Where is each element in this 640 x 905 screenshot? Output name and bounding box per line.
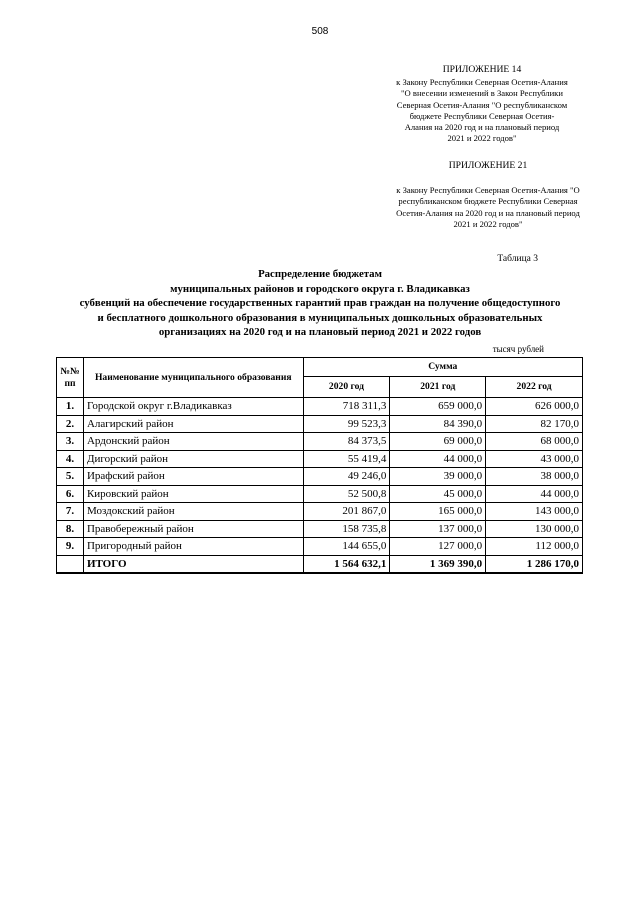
row-value-2022: 68 000,0 — [486, 433, 583, 451]
row-name: Городской округ г.Владикавказ — [83, 398, 303, 416]
header-year-2022: 2022 год — [486, 377, 583, 398]
budget-table — [56, 357, 583, 574]
appendix-14-line: Алания на 2020 год и на плановый период — [404, 122, 560, 133]
row-name: Правобережный район — [83, 520, 303, 538]
table-label: Таблица 3 — [497, 254, 538, 264]
row-value-2022: 143 000,0 — [486, 503, 583, 521]
title-line: муниципальных районов и городского округа г. Владикавказ — [170, 282, 470, 295]
title-line: и бесплатного дошкольного образования в муниципальных дошкольных образовательных — [97, 311, 543, 324]
table-row — [57, 433, 583, 451]
row-value-2021: 45 000,0 — [390, 485, 486, 503]
row-index: 7. — [57, 503, 84, 521]
row-index: 9. — [57, 538, 84, 556]
row-value-2020: 718 311,3 — [303, 398, 390, 416]
row-value-2021: 44 000,0 — [390, 450, 486, 468]
appendix-21-line: Осетия-Алания на 2020 год и на плановый период — [396, 207, 580, 218]
appendix-21-block — [380, 160, 596, 230]
appendix-14-line: "О внесении изменений в Закон Республики — [401, 88, 563, 99]
row-value-2022: 38 000,0 — [486, 468, 583, 486]
row-value-2022: 43 000,0 — [486, 450, 583, 468]
table-row — [57, 485, 583, 503]
row-value-2020: 99 523,3 — [303, 415, 390, 433]
row-index: 5. — [57, 468, 84, 486]
table-row — [57, 415, 583, 433]
table-row — [57, 468, 583, 486]
appendix-14-heading: ПРИЛОЖЕНИЕ 14 — [442, 64, 522, 75]
appendix-14-line: Северная Осетия-Алания "О республиканском — [396, 99, 568, 110]
table-row — [57, 450, 583, 468]
total-value-2022: 1 286 170,0 — [486, 555, 583, 573]
header-index: №№ пп — [57, 358, 84, 398]
row-name: Алагирский район — [83, 415, 303, 433]
header-name: Наименование муниципального образования — [83, 358, 303, 398]
row-value-2022: 130 000,0 — [486, 520, 583, 538]
row-index: 4. — [57, 450, 84, 468]
row-index: 1. — [57, 398, 84, 416]
row-value-2020: 55 419,4 — [303, 450, 390, 468]
row-value-2022: 626 000,0 — [486, 398, 583, 416]
appendix-14-block — [372, 64, 592, 144]
row-value-2020: 84 373,5 — [303, 433, 390, 451]
total-label: ИТОГО — [83, 555, 303, 573]
page-number: 508 — [311, 26, 329, 37]
header-year-2021: 2021 год — [390, 377, 486, 398]
row-value-2021: 84 390,0 — [390, 415, 486, 433]
row-name: Дигорский район — [83, 450, 303, 468]
table-row — [57, 520, 583, 538]
table-row — [57, 538, 583, 556]
row-value-2020: 158 735,8 — [303, 520, 390, 538]
total-index-cell — [57, 555, 84, 573]
appendix-21-line: республиканском бюджете Республики Северная — [398, 196, 578, 207]
row-name: Моздокский район — [83, 503, 303, 521]
table-row — [57, 398, 583, 416]
row-value-2020: 144 655,0 — [303, 538, 390, 556]
row-value-2020: 49 246,0 — [303, 468, 390, 486]
title-line: организациях на 2020 год и на плановый период 2021 и 2022 годов — [158, 326, 482, 339]
row-value-2021: 39 000,0 — [390, 468, 486, 486]
table-row — [57, 503, 583, 521]
row-value-2021: 137 000,0 — [390, 520, 486, 538]
row-name: Пригородный район — [83, 538, 303, 556]
total-value-2021: 1 369 390,0 — [390, 555, 486, 573]
total-value-2020: 1 564 632,1 — [303, 555, 390, 573]
row-value-2022: 82 170,0 — [486, 415, 583, 433]
row-index: 3. — [57, 433, 84, 451]
row-value-2020: 201 867,0 — [303, 503, 390, 521]
row-index: 8. — [57, 520, 84, 538]
appendix-21-line: 2021 и 2022 годов" — [453, 218, 523, 229]
row-value-2021: 165 000,0 — [390, 503, 486, 521]
row-name: Ирафский район — [83, 468, 303, 486]
document-title — [40, 267, 600, 340]
title-line: Распределение бюджетам — [258, 268, 382, 280]
row-index: 6. — [57, 485, 84, 503]
row-name: Кировский район — [83, 485, 303, 503]
row-value-2021: 69 000,0 — [390, 433, 486, 451]
appendix-14-line: 2021 и 2022 годов" — [447, 133, 517, 144]
row-value-2022: 112 000,0 — [486, 538, 583, 556]
row-index: 2. — [57, 415, 84, 433]
appendix-14-line: бюджете Республики Северная Осетия- — [409, 110, 555, 121]
row-value-2021: 659 000,0 — [390, 398, 486, 416]
appendix-21-heading: ПРИЛОЖЕНИЕ 21 — [448, 160, 528, 171]
appendix-21-line: к Закону Республики Северная Осетия-Алания "О — [396, 185, 580, 196]
header-year-2020: 2020 год — [303, 377, 390, 398]
row-value-2021: 127 000,0 — [390, 538, 486, 556]
total-row — [57, 555, 583, 573]
row-name: Ардонский район — [83, 433, 303, 451]
appendix-14-line: к Закону Республики Северная Осетия-Алания — [396, 77, 568, 88]
row-value-2022: 44 000,0 — [486, 485, 583, 503]
unit-label: тысяч рублей — [492, 344, 544, 354]
title-line: субвенций на обеспечение государственных гарантий прав граждан на получение общедоступного — [79, 297, 561, 310]
row-value-2020: 52 500,8 — [303, 485, 390, 503]
header-sum: Сумма — [303, 358, 582, 377]
